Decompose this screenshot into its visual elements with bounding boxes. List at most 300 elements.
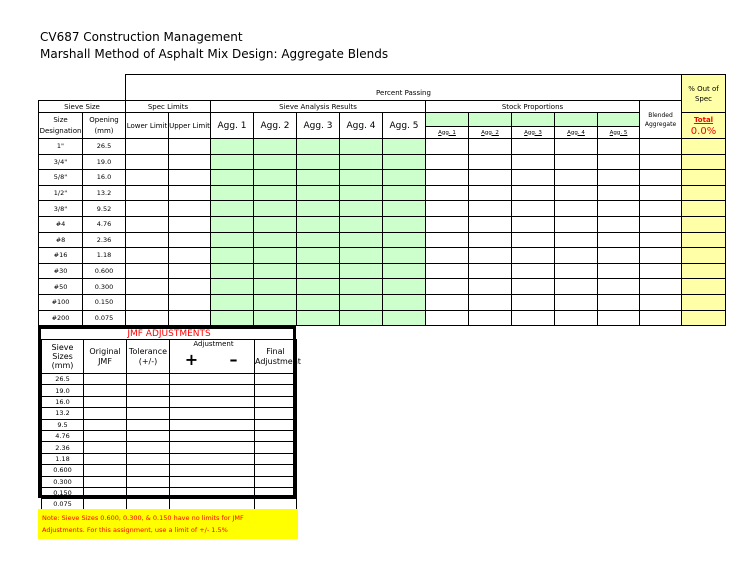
blended-aggregate-cell <box>640 216 682 232</box>
jmf-tolerance-cell[interactable] <box>127 396 170 407</box>
jmf-final-cell[interactable] <box>255 442 297 453</box>
sieve-analysis-agg-2-cell[interactable] <box>254 248 297 264</box>
sieve-analysis-agg-5-cell[interactable] <box>383 263 426 279</box>
stock-proportion-agg-4-cell <box>555 248 598 264</box>
stock-proportion-agg-3-cell <box>512 170 555 186</box>
sieve-analysis-agg-5-cell[interactable] <box>383 170 426 186</box>
lower-limit-cell[interactable] <box>126 310 169 326</box>
agg-2-header: Agg. 2 <box>254 113 297 139</box>
jmf-sieve-size-cell: 0.600 <box>42 465 84 476</box>
sieve-analysis-agg-3-cell[interactable] <box>297 139 340 155</box>
blended-aggregate-header: Blended Aggregate <box>640 101 682 139</box>
stock-proportion-agg-4-cell <box>555 139 598 155</box>
jmf-row <box>42 476 297 487</box>
jmf-row <box>42 396 297 407</box>
upper-limit-cell[interactable] <box>169 294 211 310</box>
lower-limit-cell[interactable] <box>126 154 169 170</box>
stock-proportion-agg-3-cell <box>512 294 555 310</box>
stock-proportion-agg-2-cell <box>469 201 512 217</box>
size-designation-cell: 3/4" <box>39 154 83 170</box>
stock-proportion-agg-2-cell <box>469 154 512 170</box>
blended-aggregate-cell <box>640 170 682 186</box>
opening-header: Opening (mm) <box>83 113 126 139</box>
sieve-analysis-agg-4-cell[interactable] <box>340 263 383 279</box>
lower-limit-cell[interactable] <box>126 185 169 201</box>
jmf-minus-cell[interactable] <box>213 453 255 464</box>
stock-proportion-agg-2-cell <box>469 294 512 310</box>
jmf-plus-cell[interactable] <box>170 442 213 453</box>
proportion-input-5[interactable] <box>598 113 640 127</box>
lower-limit-cell[interactable] <box>126 201 169 217</box>
sieve-analysis-agg-4-cell[interactable] <box>340 279 383 295</box>
size-designation-cell: #8 <box>39 232 83 248</box>
stock-proportion-agg-2-cell <box>469 139 512 155</box>
jmf-row <box>42 487 297 498</box>
stock-proportion-agg-2-cell <box>469 263 512 279</box>
blended-aggregate-cell <box>640 154 682 170</box>
sieve-analysis-agg-2-cell[interactable] <box>254 139 297 155</box>
jmf-sieve-size-cell: 2.36 <box>42 442 84 453</box>
jmf-row <box>42 419 297 430</box>
jmf-tolerance-cell[interactable] <box>127 408 170 419</box>
upper-limit-cell[interactable] <box>169 248 211 264</box>
jmf-tolerance-cell[interactable] <box>127 385 170 396</box>
sheet-title: CV687 Construction Management <box>40 30 243 44</box>
stock-proportion-agg-3-cell <box>512 248 555 264</box>
jmf-sieve-size-cell: 0.300 <box>42 476 84 487</box>
jmf-plus-cell[interactable] <box>170 453 213 464</box>
sieve-analysis-agg-5-cell[interactable] <box>383 154 426 170</box>
jmf-original-cell[interactable] <box>84 408 127 419</box>
jmf-final-cell[interactable] <box>255 476 297 487</box>
sieve-analysis-agg-3-cell[interactable] <box>297 310 340 326</box>
jmf-tolerance-cell[interactable] <box>127 430 170 441</box>
sieve-analysis-agg-2-cell[interactable] <box>254 216 297 232</box>
stock-proportion-agg-1-cell <box>426 263 469 279</box>
out-of-spec-cell <box>682 216 726 232</box>
stock-proportion-agg-1-cell <box>426 170 469 186</box>
lower-limit-cell[interactable] <box>126 279 169 295</box>
sieve-analysis-agg-4-cell[interactable] <box>340 201 383 217</box>
stock-proportion-agg-5-cell <box>598 154 640 170</box>
jmf-sieve-size-cell: 1.18 <box>42 453 84 464</box>
jmf-final-cell[interactable] <box>255 430 297 441</box>
sieve-analysis-agg-2-cell[interactable] <box>254 263 297 279</box>
sieve-row <box>39 201 726 217</box>
opening-cell: 16.0 <box>83 170 126 186</box>
jmf-sieve-header: Sieve Sizes (mm) <box>42 340 84 374</box>
stock-proportion-agg-4-cell <box>555 263 598 279</box>
blended-aggregate-cell <box>640 248 682 264</box>
jmf-tolerance-cell[interactable] <box>127 453 170 464</box>
sieve-row <box>39 310 726 326</box>
stock-proportion-agg-1-cell <box>426 279 469 295</box>
upper-limit-cell[interactable] <box>169 263 211 279</box>
sieve-analysis-agg-1-cell[interactable] <box>211 139 254 155</box>
sieve-analysis-agg-5-cell[interactable] <box>383 232 426 248</box>
sieve-analysis-agg-1-cell[interactable] <box>211 185 254 201</box>
sieve-row <box>39 263 726 279</box>
lower-limit-cell[interactable] <box>126 263 169 279</box>
sieve-analysis-agg-3-cell[interactable] <box>297 279 340 295</box>
jmf-minus-cell[interactable] <box>213 385 255 396</box>
sieve-analysis-agg-3-cell[interactable] <box>297 201 340 217</box>
jmf-plus-cell[interactable] <box>170 419 213 430</box>
size-designation-cell: #100 <box>39 294 83 310</box>
jmf-row <box>42 374 297 385</box>
jmf-plus-cell[interactable] <box>170 476 213 487</box>
sieve-analysis-agg-1-cell[interactable] <box>211 170 254 186</box>
jmf-original-cell[interactable] <box>84 385 127 396</box>
jmf-final-cell[interactable] <box>255 408 297 419</box>
aggregate-blend-table <box>38 74 726 326</box>
sieve-analysis-agg-5-cell[interactable] <box>383 216 426 232</box>
stock-proportion-agg-4-cell <box>555 232 598 248</box>
jmf-plus-cell[interactable] <box>170 408 213 419</box>
jmf-plus-cell[interactable] <box>170 374 213 385</box>
agg-1-header: Agg. 1 <box>211 113 254 139</box>
stock-proportion-agg-5-cell <box>598 185 640 201</box>
opening-cell: 19.0 <box>83 154 126 170</box>
stock-proportion-agg-4-cell <box>555 294 598 310</box>
size-designation-cell: 1/2" <box>39 185 83 201</box>
lower-limit-header: Lower Limit <box>126 113 169 139</box>
jmf-original-cell[interactable] <box>84 430 127 441</box>
spec-limits-header: Spec Limits <box>126 101 211 113</box>
jmf-original-cell[interactable] <box>84 453 127 464</box>
sieve-analysis-agg-1-cell[interactable] <box>211 310 254 326</box>
note-line-1: Note: Sieve Sizes 0.600, 0.300, & 0.150 have no limits for JMF <box>42 514 244 522</box>
sieve-analysis-agg-4-cell[interactable] <box>340 139 383 155</box>
jmf-plus-cell[interactable] <box>170 487 213 498</box>
jmf-plus-cell[interactable] <box>170 430 213 441</box>
stock-proportion-agg-5-cell <box>598 263 640 279</box>
upper-limit-cell[interactable] <box>169 170 211 186</box>
size-designation-cell: #30 <box>39 263 83 279</box>
sieve-analysis-agg-4-cell[interactable] <box>340 154 383 170</box>
lower-limit-cell[interactable] <box>126 232 169 248</box>
out-of-spec-cell <box>682 232 726 248</box>
sieve-analysis-agg-1-cell[interactable] <box>211 294 254 310</box>
out-of-spec-cell <box>682 154 726 170</box>
out-of-spec-cell <box>682 201 726 217</box>
blended-aggregate-cell <box>640 201 682 217</box>
sieve-analysis-agg-2-cell[interactable] <box>254 185 297 201</box>
stock-agg-3-label: Agg. 3 <box>512 127 555 139</box>
stock-proportion-agg-5-cell <box>598 279 640 295</box>
jmf-tolerance-header: Tolerance (+/-) <box>127 340 170 374</box>
sieve-analysis-agg-1-cell[interactable] <box>211 201 254 217</box>
stock-proportion-agg-4-cell <box>555 310 598 326</box>
sieve-analysis-agg-4-cell[interactable] <box>340 294 383 310</box>
stock-proportion-agg-2-cell <box>469 170 512 186</box>
proportion-input-3[interactable] <box>512 113 555 127</box>
blended-aggregate-cell <box>640 294 682 310</box>
blended-aggregate-cell <box>640 263 682 279</box>
stock-proportion-agg-4-cell <box>555 216 598 232</box>
stock-proportion-agg-5-cell <box>598 216 640 232</box>
jmf-final-cell[interactable] <box>255 465 297 476</box>
jmf-tolerance-cell[interactable] <box>127 442 170 453</box>
jmf-row <box>42 430 297 441</box>
sieve-row <box>39 294 726 310</box>
jmf-tolerance-cell[interactable] <box>127 419 170 430</box>
blended-aggregate-cell <box>640 279 682 295</box>
jmf-minus-cell[interactable] <box>213 430 255 441</box>
agg-3-header: Agg. 3 <box>297 113 340 139</box>
stock-agg-1-label: Agg. 1 <box>426 127 469 139</box>
sieve-analysis-agg-4-cell[interactable] <box>340 248 383 264</box>
sieve-analysis-agg-3-cell[interactable] <box>297 216 340 232</box>
sieve-row <box>39 279 726 295</box>
sieve-analysis-agg-5-cell[interactable] <box>383 201 426 217</box>
stock-proportion-agg-3-cell <box>512 154 555 170</box>
sieve-analysis-agg-2-cell[interactable] <box>254 310 297 326</box>
size-designation-cell: #4 <box>39 216 83 232</box>
jmf-tolerance-cell[interactable] <box>127 465 170 476</box>
stock-proportion-agg-1-cell <box>426 216 469 232</box>
jmf-final-cell[interactable] <box>255 453 297 464</box>
sieve-analysis-agg-4-cell[interactable] <box>340 232 383 248</box>
jmf-final-cell[interactable] <box>255 385 297 396</box>
jmf-final-cell[interactable] <box>255 419 297 430</box>
jmf-row <box>42 408 297 419</box>
sieve-analysis-agg-2-cell[interactable] <box>254 154 297 170</box>
jmf-adjustment-label: Adjustment <box>193 340 234 348</box>
sieve-analysis-agg-2-cell[interactable] <box>254 201 297 217</box>
stock-proportion-agg-5-cell <box>598 170 640 186</box>
jmf-adjustments-box <box>38 326 301 509</box>
sieve-analysis-agg-2-cell[interactable] <box>254 294 297 310</box>
size-designation-cell: #200 <box>39 310 83 326</box>
jmf-plus-cell[interactable] <box>170 385 213 396</box>
jmf-table <box>41 329 301 511</box>
blended-aggregate-cell <box>640 139 682 155</box>
sieve-analysis-agg-2-cell[interactable] <box>254 232 297 248</box>
sieve-analysis-agg-4-cell[interactable] <box>340 310 383 326</box>
stock-proportion-agg-1-cell <box>426 154 469 170</box>
opening-cell: 0.075 <box>83 310 126 326</box>
upper-limit-cell[interactable] <box>169 154 211 170</box>
blended-aggregate-cell <box>640 185 682 201</box>
sieve-analysis-agg-2-cell[interactable] <box>254 279 297 295</box>
sieve-analysis-agg-4-cell[interactable] <box>340 185 383 201</box>
jmf-minus-cell[interactable] <box>213 476 255 487</box>
size-designation-cell: #50 <box>39 279 83 295</box>
opening-cell: 0.300 <box>83 279 126 295</box>
jmf-minus-cell[interactable] <box>213 487 255 498</box>
sieve-analysis-agg-1-cell[interactable] <box>211 216 254 232</box>
sieve-analysis-agg-5-cell[interactable] <box>383 294 426 310</box>
total-cell: Total 0.0% <box>682 113 726 139</box>
jmf-original-cell[interactable] <box>84 487 127 498</box>
sieve-analysis-agg-3-cell[interactable] <box>297 185 340 201</box>
jmf-minus-cell[interactable] <box>213 396 255 407</box>
out-of-spec-header: % Out of Spec <box>682 75 726 113</box>
size-designation-cell: 3/8" <box>39 201 83 217</box>
sieve-analysis-agg-1-cell[interactable] <box>211 232 254 248</box>
stock-proportion-agg-5-cell <box>598 232 640 248</box>
jmf-tolerance-cell[interactable] <box>127 374 170 385</box>
upper-limit-cell[interactable] <box>169 201 211 217</box>
jmf-sieve-size-cell: 19.0 <box>42 385 84 396</box>
sieve-analysis-agg-3-cell[interactable] <box>297 263 340 279</box>
sieve-analysis-agg-2-cell[interactable] <box>254 170 297 186</box>
opening-cell: 26.5 <box>83 139 126 155</box>
upper-limit-cell[interactable] <box>169 216 211 232</box>
jmf-original-cell[interactable] <box>84 419 127 430</box>
sieve-analysis-header: Sieve Analysis Results <box>211 101 426 113</box>
stock-proportion-agg-1-cell <box>426 201 469 217</box>
sieve-analysis-agg-4-cell[interactable] <box>340 170 383 186</box>
jmf-minus-cell[interactable] <box>213 442 255 453</box>
sieve-analysis-agg-3-cell[interactable] <box>297 232 340 248</box>
jmf-final-cell[interactable] <box>255 374 297 385</box>
stock-proportions-header: Stock Proportions <box>426 101 640 113</box>
jmf-tolerance-cell[interactable] <box>127 487 170 498</box>
sieve-analysis-agg-3-cell[interactable] <box>297 154 340 170</box>
stock-proportion-agg-1-cell <box>426 185 469 201</box>
jmf-table-body <box>42 374 297 511</box>
sieve-analysis-agg-1-cell[interactable] <box>211 263 254 279</box>
sieve-analysis-agg-5-cell[interactable] <box>383 310 426 326</box>
jmf-tolerance-cell[interactable] <box>127 476 170 487</box>
jmf-title: JMF ADJUSTMENTS <box>127 329 211 339</box>
sieve-analysis-agg-1-cell[interactable] <box>211 248 254 264</box>
lower-limit-cell[interactable] <box>126 294 169 310</box>
note-box <box>38 509 298 539</box>
agg-4-header: Agg. 4 <box>340 113 383 139</box>
lower-limit-cell[interactable] <box>126 248 169 264</box>
stock-proportion-agg-3-cell <box>512 185 555 201</box>
jmf-sieve-size-cell: 0.075 <box>42 499 84 510</box>
proportion-input-4[interactable] <box>555 113 598 127</box>
stock-agg-5-label: Agg. 5 <box>598 127 640 139</box>
stock-proportion-agg-3-cell <box>512 201 555 217</box>
stock-proportion-agg-1-cell <box>426 139 469 155</box>
stock-proportion-agg-5-cell <box>598 248 640 264</box>
upper-limit-cell[interactable] <box>169 310 211 326</box>
sieve-analysis-agg-1-cell[interactable] <box>211 279 254 295</box>
jmf-final-cell[interactable] <box>255 396 297 407</box>
sieve-analysis-agg-3-cell[interactable] <box>297 248 340 264</box>
jmf-original-cell[interactable] <box>84 465 127 476</box>
lower-limit-cell[interactable] <box>126 170 169 186</box>
upper-limit-cell[interactable] <box>169 185 211 201</box>
size-designation-header: Size Designation <box>39 113 83 139</box>
jmf-plus-cell[interactable] <box>170 396 213 407</box>
stock-proportion-agg-2-cell <box>469 310 512 326</box>
jmf-plus-header <box>170 340 234 374</box>
stock-proportion-agg-3-cell <box>512 216 555 232</box>
opening-cell: 4.76 <box>83 216 126 232</box>
jmf-sieve-size-cell: 9.5 <box>42 419 84 430</box>
jmf-minus-cell[interactable] <box>213 374 255 385</box>
upper-limit-header: Upper Limit <box>169 113 211 139</box>
proportion-input-2[interactable] <box>469 113 512 127</box>
blended-aggregate-cell <box>640 310 682 326</box>
jmf-minus-cell[interactable] <box>213 419 255 430</box>
stock-proportion-agg-1-cell <box>426 232 469 248</box>
sieve-analysis-agg-5-cell[interactable] <box>383 139 426 155</box>
stock-proportion-agg-5-cell <box>598 310 640 326</box>
stock-proportion-agg-1-cell <box>426 294 469 310</box>
opening-cell: 9.52 <box>83 201 126 217</box>
jmf-row <box>42 442 297 453</box>
jmf-row <box>42 465 297 476</box>
opening-cell: 1.18 <box>83 248 126 264</box>
jmf-final-cell[interactable] <box>255 487 297 498</box>
out-of-spec-cell <box>682 294 726 310</box>
stock-proportion-agg-2-cell <box>469 216 512 232</box>
sieve-analysis-agg-5-cell[interactable] <box>383 248 426 264</box>
stock-proportion-agg-3-cell <box>512 139 555 155</box>
size-designation-cell: 1" <box>39 139 83 155</box>
stock-proportion-agg-5-cell <box>598 294 640 310</box>
stock-proportion-agg-3-cell <box>512 279 555 295</box>
sieve-size-header: Sieve Size <box>39 101 126 113</box>
sieve-analysis-agg-5-cell[interactable] <box>383 185 426 201</box>
stock-proportion-agg-4-cell <box>555 201 598 217</box>
stock-agg-2-label: Agg. 2 <box>469 127 512 139</box>
sieve-analysis-agg-3-cell[interactable] <box>297 170 340 186</box>
out-of-spec-cell <box>682 248 726 264</box>
sieve-row <box>39 216 726 232</box>
jmf-original-cell[interactable] <box>84 442 127 453</box>
jmf-sieve-size-cell: 16.0 <box>42 396 84 407</box>
opening-cell: 2.36 <box>83 232 126 248</box>
jmf-sieve-size-cell: 13.2 <box>42 408 84 419</box>
sieve-analysis-agg-1-cell[interactable] <box>211 154 254 170</box>
sieve-analysis-agg-3-cell[interactable] <box>297 294 340 310</box>
sieve-row <box>39 185 726 201</box>
stock-proportion-agg-4-cell <box>555 154 598 170</box>
jmf-row <box>42 385 297 396</box>
out-of-spec-cell <box>682 139 726 155</box>
upper-limit-cell[interactable] <box>169 279 211 295</box>
stock-proportion-agg-3-cell <box>512 263 555 279</box>
agg-5-header: Agg. 5 <box>383 113 426 139</box>
jmf-original-header: Original JMF <box>84 340 127 374</box>
jmf-sieve-size-cell: 4.76 <box>42 430 84 441</box>
lower-limit-cell[interactable] <box>126 216 169 232</box>
minus-icon: – <box>229 350 238 369</box>
stock-proportion-agg-2-cell <box>469 248 512 264</box>
jmf-original-cell[interactable] <box>84 396 127 407</box>
sieve-analysis-agg-5-cell[interactable] <box>383 279 426 295</box>
stock-proportion-agg-5-cell <box>598 201 640 217</box>
jmf-minus-cell[interactable] <box>213 465 255 476</box>
jmf-original-cell[interactable] <box>84 476 127 487</box>
stock-proportion-agg-2-cell <box>469 185 512 201</box>
upper-limit-cell[interactable] <box>169 232 211 248</box>
opening-cell: 0.150 <box>83 294 126 310</box>
sieve-row <box>39 170 726 186</box>
stock-proportion-agg-3-cell <box>512 310 555 326</box>
upper-limit-cell[interactable] <box>169 139 211 155</box>
jmf-plus-cell[interactable] <box>170 465 213 476</box>
sieve-row <box>39 248 726 264</box>
out-of-spec-cell <box>682 279 726 295</box>
lower-limit-cell[interactable] <box>126 139 169 155</box>
out-of-spec-cell <box>682 310 726 326</box>
jmf-original-cell[interactable] <box>84 374 127 385</box>
sieve-analysis-agg-4-cell[interactable] <box>340 216 383 232</box>
blended-aggregate-cell <box>640 232 682 248</box>
stock-proportion-agg-4-cell <box>555 185 598 201</box>
proportion-input-1[interactable] <box>426 113 469 127</box>
jmf-minus-cell[interactable] <box>213 408 255 419</box>
